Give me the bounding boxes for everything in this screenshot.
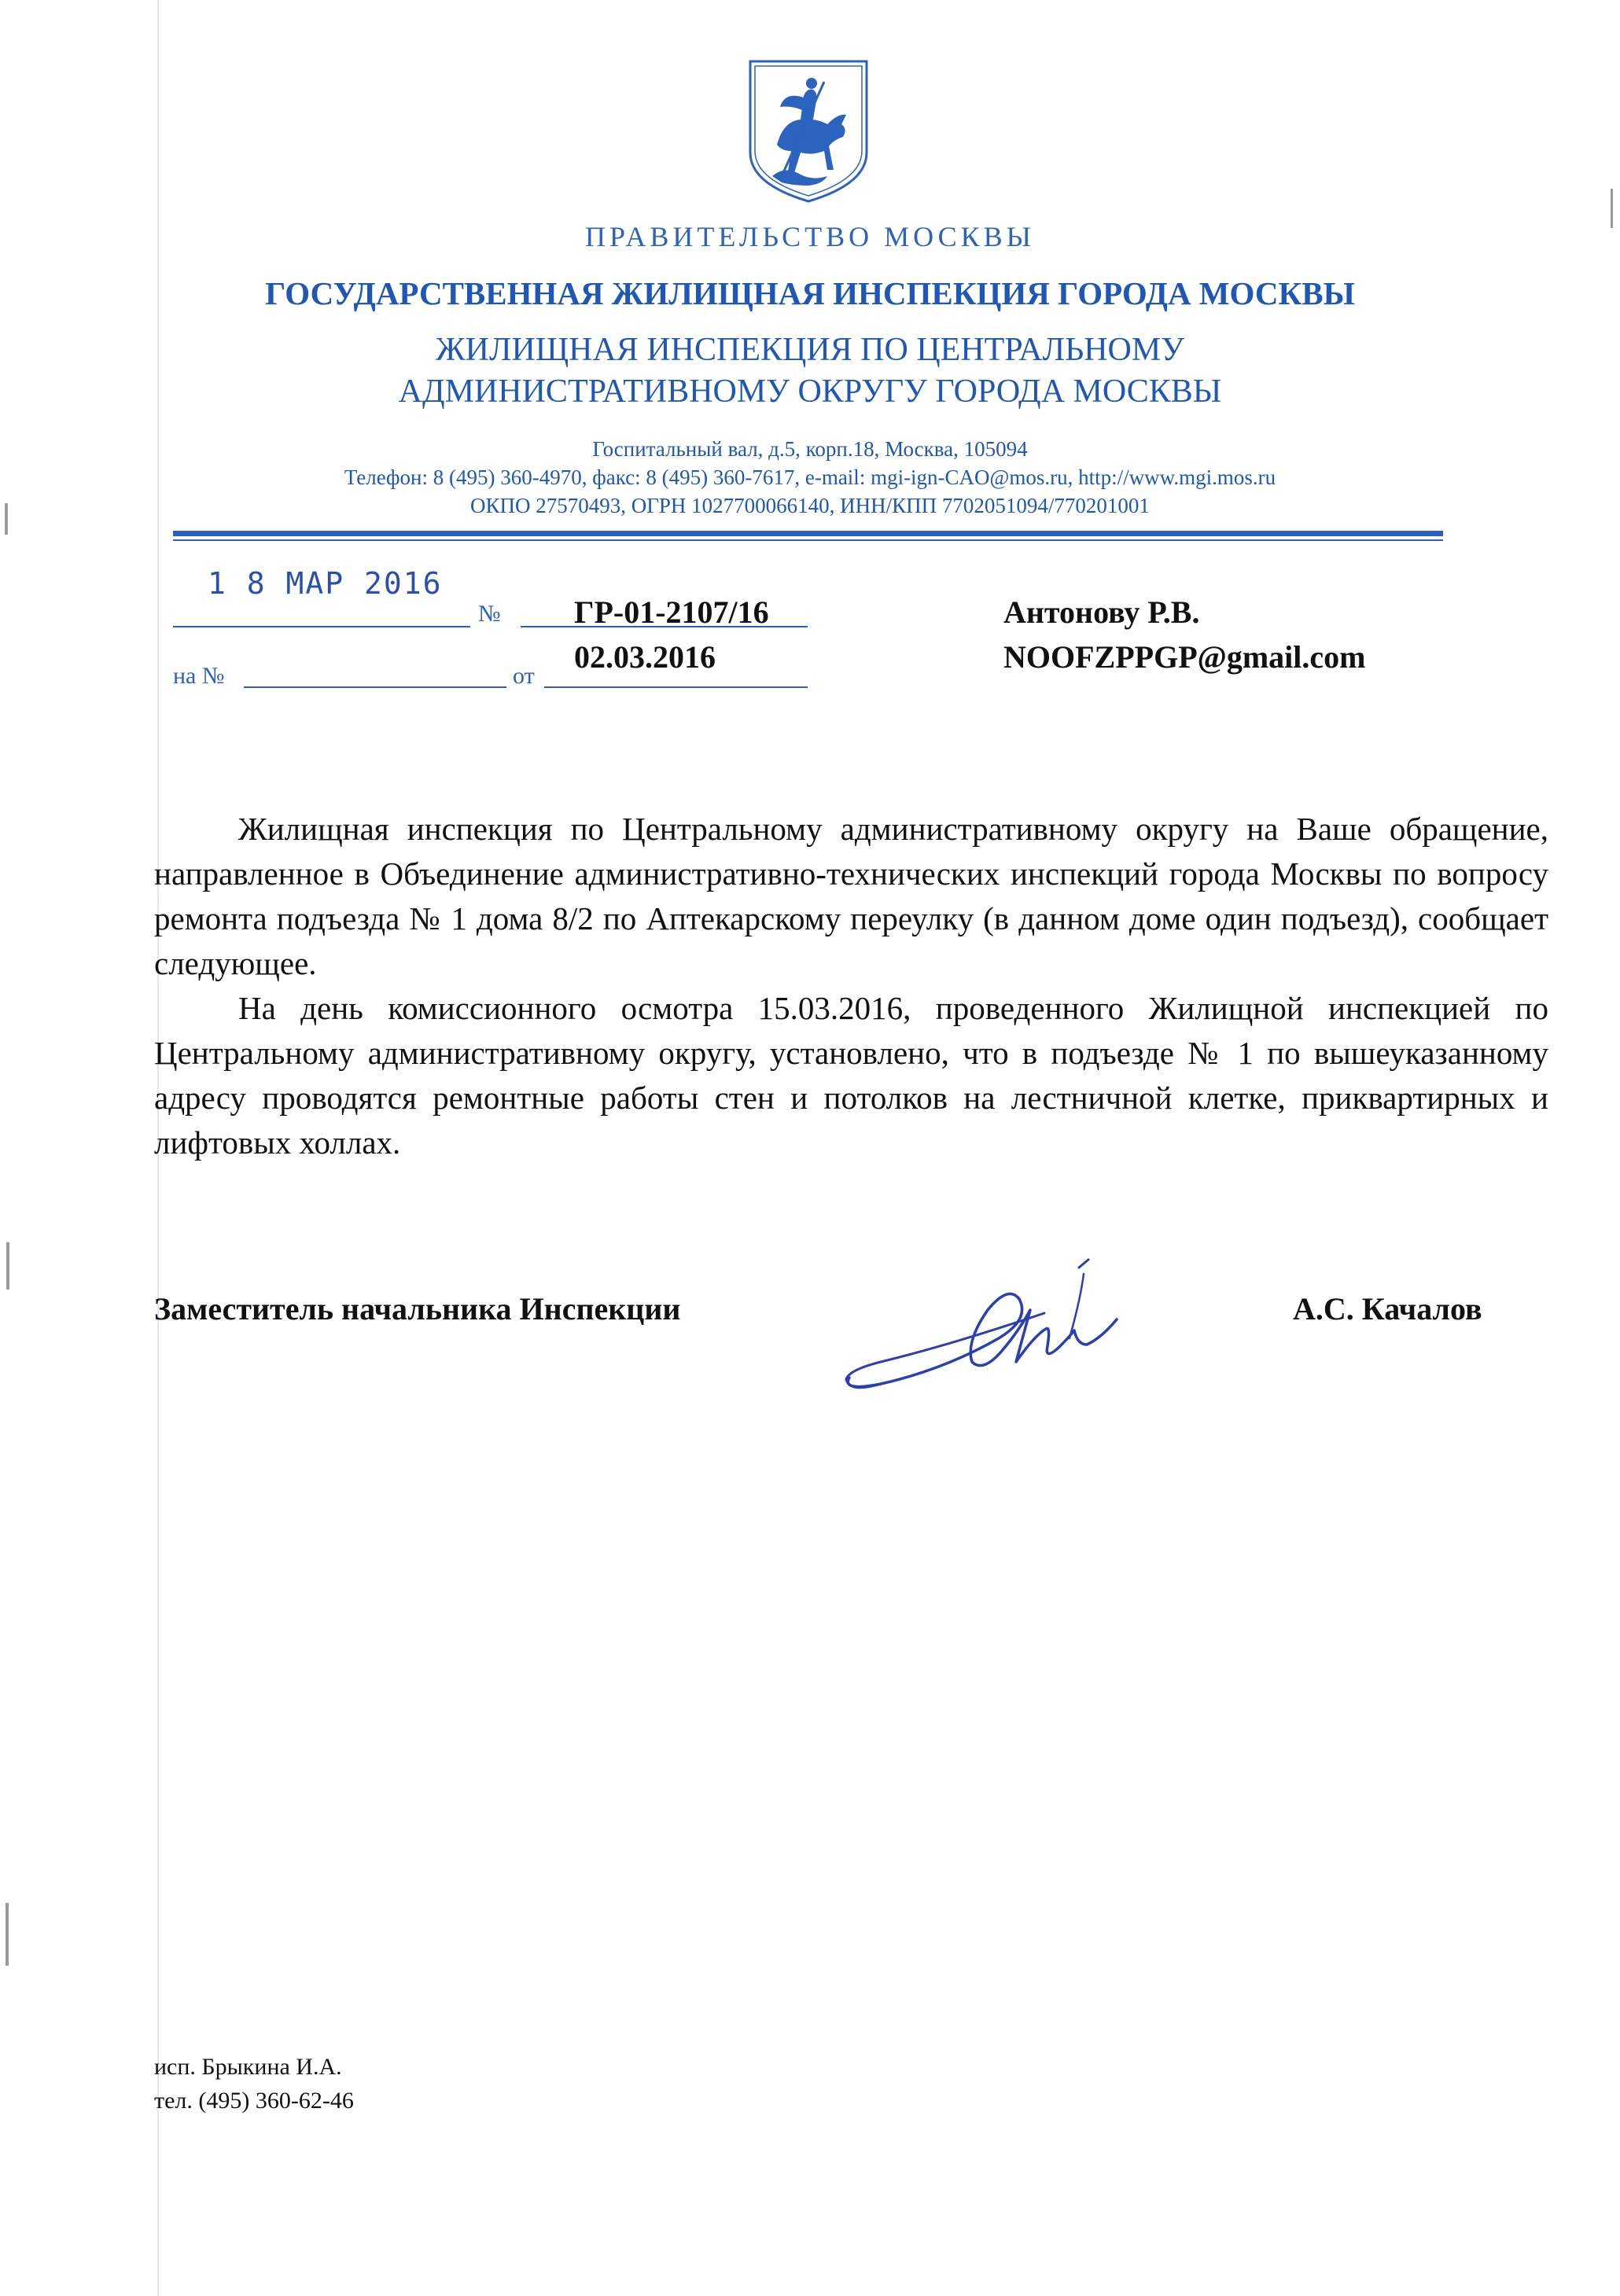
letterhead-divider-thin — [173, 539, 1443, 541]
body-paragraph-1 — [154, 807, 1548, 986]
registration-date: 02.03.2016 — [574, 639, 716, 675]
from-blank-line — [544, 686, 808, 688]
registration-number: ГР-01-2107/16 — [574, 594, 769, 630]
inspection-name: ГОСУДАРСТВЕННАЯ ЖИЛИЩНАЯ ИНСПЕКЦИЯ ГОРОДА МОСКВЫ — [265, 275, 1355, 311]
letterhead-divider — [173, 531, 1443, 536]
postal-address: Госпитальный вал, д.5, корп.18, Москва, 105094 — [592, 437, 1028, 461]
handwritten-signature — [834, 1244, 1172, 1401]
government-name: ПРАВИТЕЛЬСТВО МОСКВЫ — [584, 221, 1035, 252]
scan-edge-mark — [6, 1242, 9, 1290]
recipient-email: NOOFZPPGP@gmail.com — [1003, 639, 1366, 675]
contact-details: Телефон: 8 (495) 360-4970, факс: 8 (495) 360-7617, e-mail: mgi-ign-CAO@mos.ru, http://www.mgi.mos.ru — [344, 465, 1276, 489]
from-label: от — [513, 663, 535, 689]
subdivision-line-2: АДМИНИСТРАТИВНОМУ ОКРУГУ ГОРОДА МОСКВЫ — [398, 373, 1222, 410]
paragraph-text: На день комиссионного осмотра 15.03.2016, проведенного Жилищной инспекцией по Центральному административному округу, установлено, что в подъезде № 1 по вышеуказанному адресу проводятся ремонтные работы стен и потолков на лестничной клетке, приквартирных и лифтовых холлах. — [154, 990, 1548, 1161]
executor-phone: тел. (495) 360-62-46 — [154, 2088, 354, 2114]
recipient-name: Антонову Р.В. — [1003, 594, 1200, 630]
subdivision-line-1: ЖИЛИЩНАЯ ИНСПЕКЦИЯ ПО ЦЕНТРАЛЬНОМУ — [436, 332, 1184, 368]
scan-edge-mark — [6, 1903, 9, 1966]
executor-name: исп. Брыкина И.А. — [154, 2054, 342, 2080]
signatory-name: А.С. Качалов — [1293, 1291, 1482, 1326]
in-reply-label: на № — [173, 663, 225, 689]
signatory-title: Заместитель начальника Инспекции — [154, 1291, 681, 1326]
in-reply-blank-line — [244, 686, 506, 688]
body-paragraph-2 — [154, 986, 1548, 1165]
number-label: № — [478, 601, 501, 627]
date-stamp: 1 8 МАР 2016 — [208, 566, 443, 601]
registry-codes: ОКПО 27570493, ОГРН 1027700066140, ИНН/КПП 7702051094/770201001 — [470, 494, 1150, 517]
moscow-coat-of-arms-icon — [746, 58, 871, 204]
date-blank-line — [173, 626, 470, 627]
paragraph-text: Жилищная инспекция по Центральному административному округу на Ваше обращение, направленное в Объединение административно-технических инспекций города Москвы по вопросу ремонта подъезда № 1 дома 8/2 по Аптекарскому переулку (в данном доме один подъезд), сообщает следующее. — [154, 811, 1548, 981]
